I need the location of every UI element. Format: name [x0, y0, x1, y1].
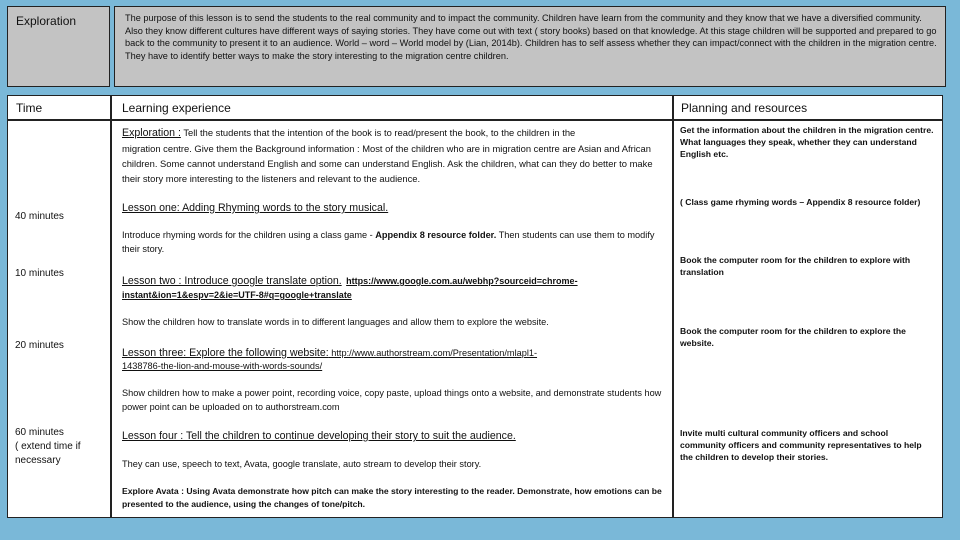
planning-header: Planning and resources [681, 101, 808, 115]
planning-header-cell [673, 95, 943, 120]
explore-avata-text: Explore Avata : Using Avata demonstrate how pitch can make the story interesting to the reader. Demonstrate, how emotions can be presented to the audience, using the changes of tone/pitch. [122, 486, 662, 509]
time-lesson-one: 40 minutes [15, 211, 64, 222]
exploration-label-cell [7, 6, 110, 87]
authorstream-link[interactable]: http://www.authorstream.com/Presentation/mlapl1- [328, 348, 538, 358]
learning-header: Learning experience [122, 101, 231, 115]
exploration-text-line1: Tell the students that the intention of the book is to read/present the book, to the children in the [180, 127, 576, 138]
lesson-two-heading: Lesson two : Introduce google translate option. [122, 275, 342, 287]
lesson-three-block [122, 343, 670, 361]
lesson-four-text: They can use, speech to text, Avata, google translate, auto stream to develop their story. [122, 459, 482, 469]
planning-item-2: ( Class game rhyming words – Appendix 8 resource folder) [680, 197, 921, 207]
lesson-four-heading: Lesson four : Tell the children to continue developing their story to suit the audience. [122, 430, 516, 442]
lesson-two-text: Show the children how to translate words in to different languages and allow them to explore the website. [122, 317, 549, 327]
planning-item-5: Invite multi cultural community officers and school community officers and community representatives to help the children to develop their stories. [680, 428, 922, 462]
appendix-reference: Appendix 8 resource folder. [375, 230, 497, 240]
lesson-three-heading: Lesson three: Explore the following website: [122, 347, 329, 359]
exploration-block [122, 125, 667, 186]
learning-header-cell [111, 95, 673, 120]
authorstream-link-cont[interactable]: 1438786-the-lion-and-mouse-with-words-sounds/ [122, 361, 323, 371]
exploration-heading: Exploration : [122, 127, 181, 139]
planning-item-4: Book the computer room for the children to explore the website. [680, 326, 906, 348]
lesson-three-text: Show children how to make a power point, recording voice, copy paste, upload things onto a website, and demonstrate students how power point can be uploaded on to authorstream.com [122, 388, 662, 412]
time-header-cell [7, 95, 111, 120]
time-lesson-four-line3: necessary [15, 455, 61, 466]
planning-item-1: Get the information about the children in the migration centre. What languages they speak, whether they can understand English etc. [680, 125, 934, 159]
google-translate-link-cont[interactable]: instant&ion=1&espv=2&ie=UTF-8#q=google+translate [122, 290, 352, 300]
time-lesson-two: 10 minutes [15, 268, 64, 279]
planning-item-3: Book the computer room for the children to explore with translation [680, 255, 911, 277]
time-lesson-four-line2: ( extend time if [15, 441, 81, 452]
exploration-purpose-text: The purpose of this lesson is to send the students to the real community and to impact the community. Children have learn from the community and they know that we have a diversified community. Also they know different cultures have different ways of saying stories. They have come out with text ( story books) based on that knowledge. At this stage children will be supported and prepared to go back to the community to present it to an audience. World – word – World model by (Lian, 2014b). Children has to self assess whether they can impact/connect with the children in the migration centre. They have to identify better ways to make the story interesting to the migration centre children. [125, 13, 937, 61]
time-lesson-four [15, 426, 81, 468]
lesson-one-heading: Lesson one: Adding Rhyming words to the story musical. [122, 202, 389, 214]
time-lesson-three: 20 minutes [15, 340, 64, 351]
lesson-two-block [122, 271, 670, 289]
exploration-label: Exploration [16, 14, 77, 28]
exploration-purpose-cell [114, 6, 946, 87]
time-lesson-four-line1: 60 minutes [15, 427, 64, 438]
exploration-text: migration centre. Give them the Background information : Most of the children who are in migration centre are Asian and African children. Some cannot understand English and some can understand English. Ask the children, what can they do better to make their story more interesting to the listeners and relevant to the audience. [122, 143, 653, 184]
google-translate-link[interactable]: https://www.google.com.au/webhp?sourceid=chrome- [346, 276, 578, 286]
lesson-one-text: Introduce rhyming words for the children using a class game - Appendix 8 resource folder. Then students can use them to modify their story. [122, 230, 655, 254]
time-header: Time [16, 101, 43, 115]
